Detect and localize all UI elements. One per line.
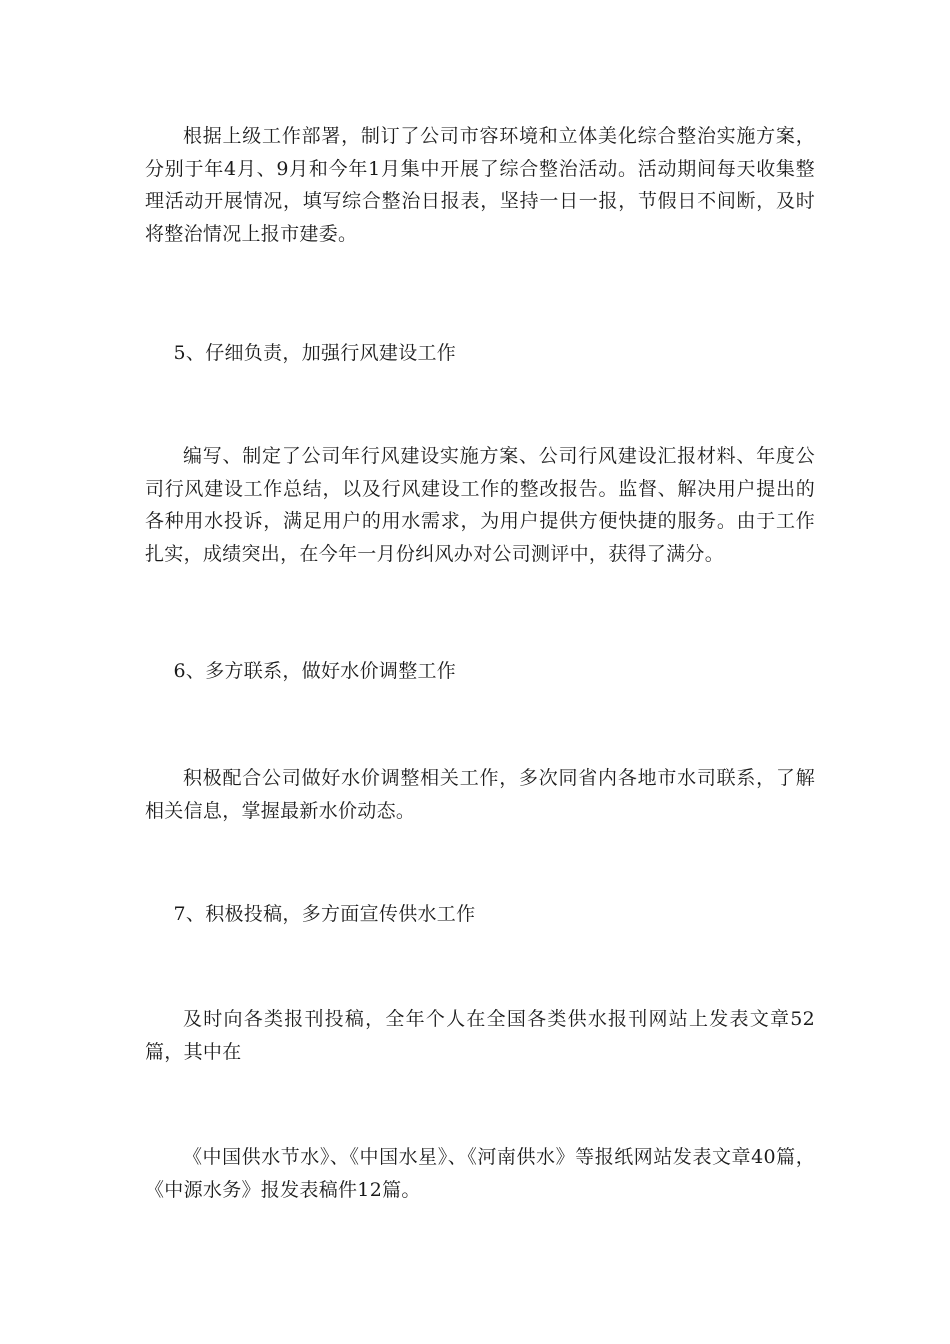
paragraph-comprehensive-rectification: 根据上级工作部署，制订了公司市容环境和立体美化综合整治实施方案，分别于年4月、9月和今年1月集中开展了综合整治活动。活动期间每天收集整理活动开展情况，填写综合整治日报表，坚持一日一报，节假日不间断，及时将整治情况上报市建委。	[145, 125, 815, 245]
paragraph-publications: 《中国供水节水》、《中国水星》、《河南供水》等报纸网站发表文章40篇，《中源水务》报发表稿件12篇。	[145, 1146, 815, 1201]
paragraph-water-price: 积极配合公司做好水价调整相关工作，多次同省内各地市水司联系，了解相关信息，掌握最新水价动态。	[145, 767, 815, 822]
paragraph-submissions: 及时向各类报刊投稿，全年个人在全国各类供水报刊网站上发表文章52篇，其中在	[145, 1008, 815, 1063]
section-heading-5: 5、仔细负责，加强行风建设工作	[173, 342, 457, 364]
section-heading-7: 7、积极投稿，多方面宣传供水工作	[173, 903, 476, 925]
section-heading-6: 6、多方联系，做好水价调整工作	[173, 660, 457, 682]
paragraph-conduct-construction: 编写、制定了公司年行风建设实施方案、公司行风建设汇报材料、年度公司行风建设工作总结，以及行风建设工作的整改报告。监督、解决用户提出的各种用水投诉，满足用户的用水需求，为用户提供方便快捷的服务。由于工作扎实，成绩突出，在今年一月份纠风办对公司测评中，获得了满分。	[145, 445, 815, 565]
